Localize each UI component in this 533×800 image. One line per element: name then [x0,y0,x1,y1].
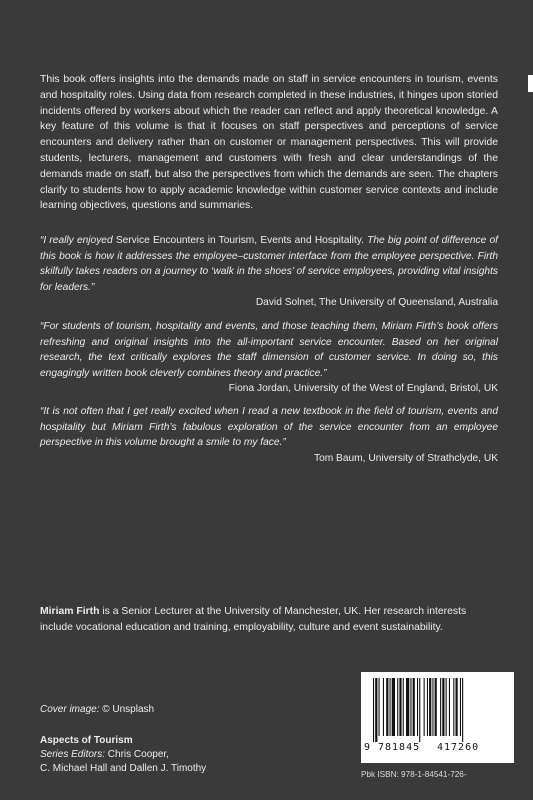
quote-rest: The big point of difference of this book is how it addresses the employee–customer interface from the employee perspective. Firth skilfully takes readers on a journey to ‘walk in the shoes’ of service employees, providing vital insights for leaders.” [40,235,498,293]
barcode-bar [386,678,388,736]
endorsement-baum [40,404,498,466]
endorsement-quote: “It is not often that I get really excited when I read a new textbook in the field of tourism, events and hospitality but Miriam Firth’s fabulous exploration of the service encounter from an employee perspective in this volume brought a smile to my face.” [40,406,498,449]
barcode-bars [369,678,506,742]
barcode-bar [383,678,384,736]
quote-book-title: Service Encounters in Tourism, Events and Hospitality. [115,235,364,246]
series-editors-names: Chris Cooper, [105,749,169,760]
barcode-bar [390,678,391,736]
barcode-bar [419,678,420,742]
barcode-bar [427,678,428,736]
series-editors-line2: C. Michael Hall and Dallen J. Timothy [40,763,207,774]
isbn-barcode [361,672,514,763]
barcode-group1: 781845 [378,742,421,753]
barcode-bar [440,678,441,736]
author-bio [40,604,498,636]
barcode-bar [399,678,401,736]
author-name: Miriam Firth [40,606,100,617]
barcode-bar [429,678,431,736]
spine-edge-mark [528,75,533,92]
barcode-bar [375,678,377,742]
barcode-bar [432,678,433,736]
barcode-bar [424,678,425,736]
barcode-bar [435,678,437,736]
barcode-lead-digit: 9 [364,742,371,753]
endorsement-attribution: David Solnet, The University of Queensland, Australia [255,297,498,309]
barcode-bar [403,678,404,736]
series-info [40,734,206,776]
quote-open: “I really enjoyed [40,235,116,246]
endorsement-quote: “For students of tourism, hospitality and events, and those teaching them, Miriam Firth’s book offers refreshing and original insights into the all-important service encounter. Based on her original research, the text critically explores the staff dimension of customer service. In doing so, this engagingly written book cleverly combines theory and practice.” [40,321,498,379]
author-bio-text: is a Senior Lecturer at the University of Manchester, UK. Her research interests include vocational education and training, employability, culture and event sustainability. [40,606,467,633]
endorsement-attribution: Tom Baum, University of Strathclyde, UK [313,452,498,464]
barcode-bar [379,678,380,736]
cover-credit-label: Cover image: [40,704,100,715]
series-title: Aspects of Tourism [40,735,133,746]
book-description: This book offers insights into the demands made on staff in service encounters in tourism, events and hospitality roles. Using data from research completed in these industries, it hinges upon storied incidents offered by workers about which the reader can reflect and apply theoretical knowledge. A key feature of this volume is that it focuses on staff perspectives and perceptions of service encounters and delivery rather than on customer or management perspectives. This will provide students, lecturers, management and customers with fresh and clear understandings of the demands made on staff, but also the perspectives from which the demands are seen. The chapters clarify to students how to apply academic knowledge within customer service contexts and include learning objectives, questions and summaries. [40,74,498,212]
cover-credit-value: © Unsplash [99,704,155,715]
endorsement-attribution: Fiona Jordan, University of the West of England, Bristol, UK [228,383,498,395]
barcode-bar [397,678,398,736]
series-editors-line1 [40,748,206,762]
barcode-bar [446,678,447,736]
barcode-bar [406,678,409,736]
endorsement-solnet [40,233,498,311]
barcode-bar [449,678,450,736]
cover-image-credit [40,703,154,717]
barcode-bar [442,678,444,736]
barcode-bar [373,678,374,742]
barcode-bar [453,678,454,736]
barcode-bar [417,678,418,736]
endorsement-jordan [40,319,498,397]
barcode-bar [392,678,395,736]
barcode-bar [462,678,463,742]
barcode-group2: 417260 [437,742,480,753]
barcode-bar [413,678,415,736]
barcode-bar [456,678,458,736]
barcode-bar [460,678,461,736]
endorsement-quote [40,233,498,295]
pbk-isbn: Pbk ISBN: 978-1-84541-726- [361,770,467,779]
barcode-bar [410,678,411,736]
series-editors-label: Series Editors: [40,749,106,760]
